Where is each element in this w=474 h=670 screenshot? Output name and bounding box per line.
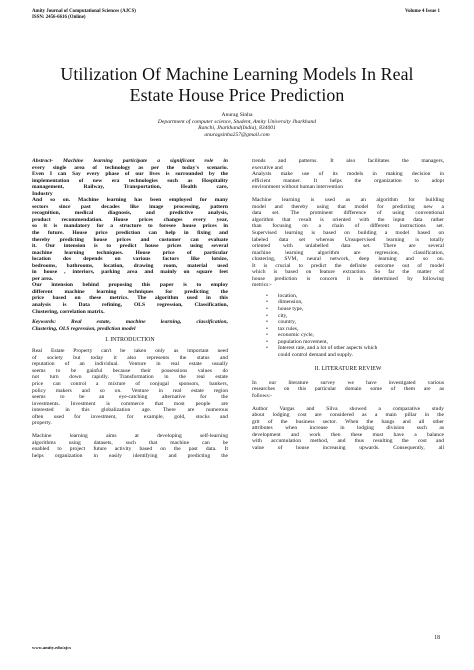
body-line: It is crucial to predict the definite outcome out of model [252,262,444,269]
abstract-line: analysis is Data refining, OLS regression, Classification, [32,302,228,309]
body-line: data set. The prominent difference of using conventional [252,210,444,217]
author-block [80,112,394,138]
section-heading-literature-review: II. LITERATURE REVIEW [314,365,382,372]
left-column [32,158,228,460]
body-line: value of house increasing upwards. Consequently, all [252,444,444,451]
body-line: seems to be gainful because their possessions values do [32,367,228,374]
abstract-line: location dos depends on various factors like lotsize, [32,256,228,263]
body-line: metrics:- [252,282,272,289]
page-number: 18 [434,635,440,641]
intro-paragraph [32,433,228,459]
ml-paragraph [252,197,444,289]
list-item-continuation: could control demand and supply. [278,351,353,358]
footer-url: www.amity.edu/ajcs [32,645,72,650]
list-item: • dimension, [266,299,303,306]
body-line: price can control a mixture of conjugal sponsors, bankers, [32,380,228,387]
abstract-line: machine learning techniques. House price of particular [32,249,228,256]
abstract-line: And so on. Machine learning has been employed for many [32,197,228,204]
journal-header [32,9,136,22]
bullet-icon: • [266,306,268,313]
list-item: • Interest rate, and a lot of other aspects which [266,345,378,352]
body-line: seems to be an eye-catching alternative for the [32,394,228,401]
journal-issn: ISSN: 2456-6616 (Online) [32,15,86,21]
abstract-line: different machine learning techniques for predicting the [32,288,228,295]
body-line: which is based on feature extraction. So far the matter of [252,269,444,276]
abstract-line: in house , interiors, parking area and mainly on square feet [32,269,228,276]
list-item: • house type, [266,306,304,313]
abstract-line: implementation of new era technologies such as Hospitality [32,177,228,184]
journal-volume: Volume 4 Issue 1 [404,9,440,14]
body-line: Machine learning is used as an algorithm for building [252,197,444,204]
body-line: environment without human intervention [252,184,344,191]
body-line: follows:- [252,392,273,399]
list-item: • country, [266,319,296,326]
body-line: Supervised learning is based on building a model based on [252,230,444,237]
body-line: algorithms using datasets, such that machine can be [32,439,228,446]
body-line: Machine learning aims at developing self-learning [32,433,228,440]
intro-paragraph [32,348,228,427]
abstract-line: recognition, medical diagnosis, and predictive analysis, [32,210,228,217]
body-line: of society but today it also represents the status and [32,354,228,361]
abstract-line: thereby predicting house prices and customer can evaluate [32,236,228,243]
abstract-line: it. Our intension is to predict house prices using several [32,243,228,250]
body-line: clustering, SVM, neural network, deep learning and so on. [252,256,444,263]
body-line: Analysts make use of its models in making decision in [252,171,444,178]
body-line: development and work then these must have a balance [252,431,444,438]
body-line: labeled data set whereas Unsupervised learning is totally [252,236,444,243]
body-line: enabled to project future activity based on the past data. It [32,446,228,453]
list-item: • economic cycle, [266,332,315,339]
bullet-icon: • [266,292,268,299]
keywords [32,319,228,332]
abstract-line: every single area of technology as per the today's scenario. [32,164,228,171]
body-line: about lodging cost are considered as a main pillar in the [252,412,444,419]
body-line: researches on this particular domain some of them are as [252,386,444,393]
title-line: Utilization Of Machine Learning Models In Real [60,64,414,84]
metrics-bullet-list [266,293,444,358]
abstract-line: product recommendation. House prices changes every year, [32,216,228,223]
list-item: • tax rules, [266,325,299,332]
body-line: Real Estate Property can't be taken only as important need [32,348,228,355]
title-line: Estate House Price Prediction [129,85,345,105]
keywords-line: Clustering, OLS regression, prediction model [32,325,136,332]
abstract-line: per area. [32,275,54,282]
body-line: often used for investment, for example, gold, stocks and [32,413,228,420]
body-line: helps organization in easily identifying and predicting the [32,452,228,459]
body-line: model and thereby using that model for predicting new a [252,203,444,210]
bullet-icon: • [266,338,268,345]
abstract-line: Industry [32,190,53,197]
body-line: oriented with unlabelled data set. There are several [252,243,444,250]
list-item: • location, [266,292,298,299]
body-line: reputation of an individual. Venture in real estate usually [32,361,228,368]
body-line: efficient manner. It helps the organization to adopt [252,177,444,184]
abstract-line: management, Railway, Transportation, Health care, [32,184,228,191]
body-line: trends and patterns. It also facilitates the managers, [252,158,444,164]
body-line: not turn down rapidly. Transformation in the real estate [32,374,228,381]
right-column [252,158,444,452]
bullet-icon: • [266,325,268,332]
abstract-line: sectors since past decades like image processing, pattern [32,203,228,210]
bullet-icon: • [266,345,268,352]
keywords-line: Keywords: Real estate, machine learning, classification, [32,319,228,326]
abstract-line: Even I can Say every phase of our lives is surrounded by the [32,171,228,178]
bullet-icon: • [266,319,268,326]
paper-title [30,64,444,106]
body-line: algorithm that result is oriented with the input data rather [252,216,444,223]
abstract-line: Our intension behind proposing this paper is to employ [32,282,228,289]
abstract [32,158,228,315]
author-email: anuragsinha257@gmail.com [204,131,270,138]
abstract-line: Clustering, correlation matrix. [32,308,105,315]
body-line: grit of the business sector. When the bangs and all other [252,418,444,425]
abstract-line: bedrooms, bathrooms, location, drawing room, material used [32,262,228,269]
abstract-line: the future. House price prediction can help in fixing and [32,230,228,237]
abstract-line: so it is mandatory for a structure to foresee house prices in [32,223,228,230]
abstract-line: price based on these metrics. The algorithm used in this [32,295,228,302]
author-name: Anurag Sinha [221,112,253,118]
bullet-icon: • [266,332,268,339]
abstract-line: Abstract- Machine learning participate a significant role in [32,158,228,164]
bullet-icon: • [266,312,268,319]
body-line: policy makers and so on. Venture in real estate region [32,387,228,394]
body-line: Author Vargas and Silva showed a comparative study [252,405,444,412]
lit-paragraph [252,406,444,452]
body-line: than focusing on a chain of different instructions set. [252,223,444,230]
body-line: executive and [252,164,283,171]
body-line: attributes when increase in lodging division such as [252,425,444,432]
author-affiliation: Department of computer science, Student, Amity University Jharkhand [157,118,317,125]
body-line: interested in this globalization age. There are numerous [32,407,228,414]
continued-paragraph [252,158,444,191]
body-line: property. [32,420,52,427]
body-line: investments. Investment is commerce that most people are [32,400,228,407]
journal-name: Amity Journal of Computational Sciences (AJCS) [32,9,136,14]
bullet-icon: • [266,299,268,306]
body-line: In our literature survey we have investigated various [252,379,444,386]
section-heading-introduction: I. INTRODUCTION [105,337,155,344]
list-item: • population movement, [266,338,328,345]
list-item: • city, [266,312,288,319]
body-line: with accumulation method, and thus resulting the cost and [252,438,444,445]
body-line: machine learning algorithm are regression, classification, [252,249,444,256]
body-line: house prediction is concern it is determined by following [252,275,444,282]
lit-paragraph [252,380,444,400]
author-affiliation: Ranchi, Jharkhand(India), 834001 [198,125,276,132]
